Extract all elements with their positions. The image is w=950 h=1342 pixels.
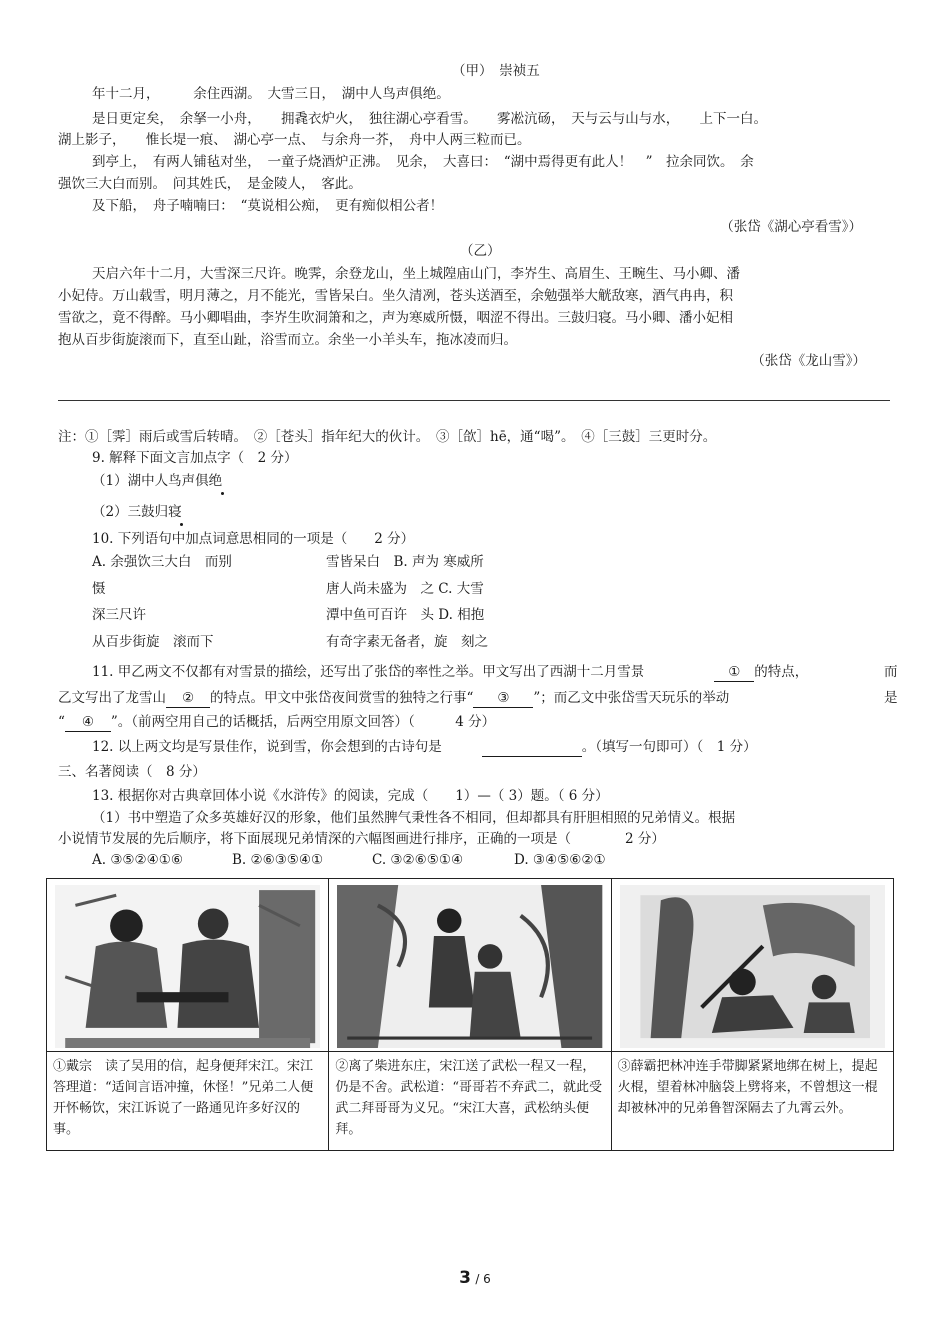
- passage-b-line-2: 小妃侍。万山载雪，明月薄之，月不能光，雪皆呆白。坐久清冽，苍头送酒至，余勉强举大觥敌寒，酒气冉冉，积: [58, 288, 733, 304]
- q9-item-1: [92, 472, 222, 490]
- q10-right-4: 有奇字素无备者，旋 刻之: [326, 634, 488, 650]
- page-total: / 6: [475, 1272, 491, 1286]
- q9-item-2: [92, 503, 182, 521]
- illustration-farewell-icon: [337, 885, 602, 1048]
- passage-a-line-1: 年十二月， 余住西湖。 大雪三日， 湖中人鸟声俱绝。: [92, 86, 450, 102]
- passage-b-title: （乙）: [460, 243, 501, 259]
- q10-stem: 10. 下列语句中加点词意思相同的一项是（ 2 分）: [92, 531, 415, 547]
- passage-a-title: （甲） 崇祯五: [452, 63, 540, 79]
- q13-stem: 13. 根据你对古典章回体小说《水浒传》的阅读，完成（ 1）—（ 3）题。（ 6 分）: [92, 788, 609, 804]
- picture-cell-1: [47, 879, 329, 1052]
- q13-sub1-line-2: 小说情节发展的先后顺序，将下面展现兄弟情深的六幅图画进行排序，正确的一项是（ 2 分）: [58, 831, 665, 847]
- passage-a-line-2: 是日更定矣， 余拏一小舟， 拥毳衣炉火， 独往湖心亭看雪。 雾凇沆砀， 天与云与山与水， 上下一白。: [92, 111, 767, 127]
- q11-line-1: [92, 663, 808, 682]
- q11-line-1-tail: 的特点，: [754, 664, 809, 680]
- picture-table: [46, 878, 894, 1151]
- q13-option-d: D. ③④⑤⑥②①: [514, 852, 606, 868]
- q11-blank-4[interactable]: ④: [65, 713, 111, 732]
- q11-line-2-mid: 的特点。甲文中张岱夜间赏雪的独特之行事“: [210, 690, 474, 706]
- divider: [58, 400, 890, 401]
- q9-stem: 9. 解释下面文言加点字（ 2 分）: [92, 450, 298, 466]
- picture-cell-2: [329, 879, 611, 1052]
- q13-option-b: B. ②⑥③⑤④①: [232, 852, 324, 868]
- section-3-title: 三、名著阅读（ 8 分）: [58, 764, 206, 780]
- q10-left-1: A. 余强饮三大白 而别: [92, 554, 232, 570]
- passage-b-source: （张岱《龙山雪》）: [751, 353, 866, 369]
- q9-item-1-text: （1）湖中人鸟声俱绝: [92, 473, 223, 489]
- q10-right-3: 潭中鱼可百许 头 D. 相抱: [326, 607, 485, 623]
- q11-line-3: [58, 713, 495, 732]
- q11-line-2: [58, 689, 729, 708]
- q13-option-c: C. ③②⑥⑤①④: [372, 852, 464, 868]
- passage-a-line-4: 到亭上， 有两人铺毡对坐， 一童子烧酒炉正沸。 见余， 大喜曰： “湖中焉得更有此人！ ” 拉余同饮。 余: [92, 154, 754, 170]
- passage-b-line-1: 天启六年十二月，大雪深三尺许。晚霁，余登龙山，坐上城隍庙山门，李岕生、高眉生、王畹生、马小卿、潘: [92, 266, 740, 282]
- illustration-rescue-icon: [620, 885, 885, 1048]
- q13-option-a: A. ③⑤②④①⑥: [92, 852, 183, 868]
- q10-left-4: 从百步街旋 滚而下: [92, 634, 214, 650]
- passage-a-line-3: 湖上影子， 惟长堤一痕、 湖心亭一点、 与余舟一芥， 舟中人两三粒而已。: [58, 132, 531, 148]
- q12-text: 12. 以上两文均是写景佳作，说到雪，你会想到的古诗句是: [92, 739, 442, 755]
- q10-left-3: 深三尺许: [92, 607, 146, 623]
- q11-line-3-open: “: [58, 714, 65, 730]
- q12-answer-blank[interactable]: [482, 738, 582, 757]
- notes: 注：①［霁］雨后或雪后转晴。 ②［苍头］指年纪大的伙计。 ③［欱］hē，通“喝”。 ④［三鼓］三更时分。: [58, 429, 717, 445]
- q9-item-2-text: （2）三鼓归寝: [92, 504, 182, 520]
- q11-line-2-text: 乙文写出了龙雪山: [58, 690, 166, 706]
- q11-line-2-tail: ”；而乙文中张岱雪天玩乐的举动: [533, 690, 730, 706]
- q10-right-2: 唐人尚未盛为 之 C. 大雪: [326, 581, 484, 597]
- q10-left-2: 慑: [92, 581, 106, 597]
- q11-line-2-end: 是: [884, 690, 898, 706]
- q11-line-1-end: 而: [884, 664, 898, 680]
- page-current: 3: [459, 1268, 472, 1288]
- page-number: [0, 1268, 950, 1288]
- q12: [92, 738, 757, 757]
- q11-blank-1[interactable]: ①: [714, 663, 754, 682]
- passage-a-line-6: 及下船， 舟子喃喃曰： “莫说相公痴， 更有痴似相公者！: [92, 198, 444, 214]
- passage-a-source: （张岱《湖心亭看雪》）: [720, 219, 862, 235]
- passage-b-line-3: 雪欲之，竟不得醉。马小卿唱曲，李岕生吹洞箫和之，声为寒威所慑，咽涩不得出。三鼓归寝。马小卿、潘小妃相: [58, 310, 733, 326]
- q13-sub1-line-1: （1）书中塑造了众多英雄好汉的形象，他们虽然脾气秉性各不相同，但却都具有肝胆相照的兄弟情义。根据: [92, 810, 736, 826]
- illustration-drinking-icon: [55, 885, 320, 1048]
- passage-a-line-5: 强饮三大白而别。 问其姓氏， 是金陵人， 客此。: [58, 176, 362, 192]
- caption-1: ①戴宗 读了吴用的信，起身便拜宋江。宋江答理道：“适间言语冲撞，休怪！”兄弟二人便开怀畅饮，宋江诉说了一路通见许多好汉的事。: [47, 1052, 329, 1151]
- q11-line-1-text: 11. 甲乙两文不仅都有对雪景的描绘，还写出了张岱的率性之举。甲文写出了西湖十二月雪景: [92, 664, 645, 680]
- caption-2: ②离了柴进东庄，宋江送了武松一程又一程，仍是不舍。武松道：“哥哥若不弃武二，就此受武二拜哥哥为义兄。“宋江大喜，武松纳头便拜。: [329, 1052, 611, 1151]
- q11-blank-2[interactable]: ②: [166, 689, 210, 708]
- q10-right-1: 雪皆呆白 B. 声为 寒威所: [326, 554, 484, 570]
- caption-3: ③薛霸把林冲连手带脚紧紧地绑在树上，提起火棍，望着林冲脑袋上劈将来，不曾想这一棍却被林冲的兄弟鲁智深隔去了九霄云外。: [611, 1052, 893, 1151]
- picture-cell-3: [611, 879, 893, 1052]
- q12-tail: 。（填写一句即可）（ 1 分）: [581, 739, 757, 755]
- q11-blank-3[interactable]: ③: [473, 689, 533, 708]
- passage-b-line-4: 抱从百步街旋滚而下，直至山趾，浴雪而立。余坐一小羊头车，拖冰凌而归。: [58, 332, 517, 348]
- q11-line-3-text: ”。（前两空用自己的话概括，后两空用原文回答）（ 4 分）: [110, 714, 496, 730]
